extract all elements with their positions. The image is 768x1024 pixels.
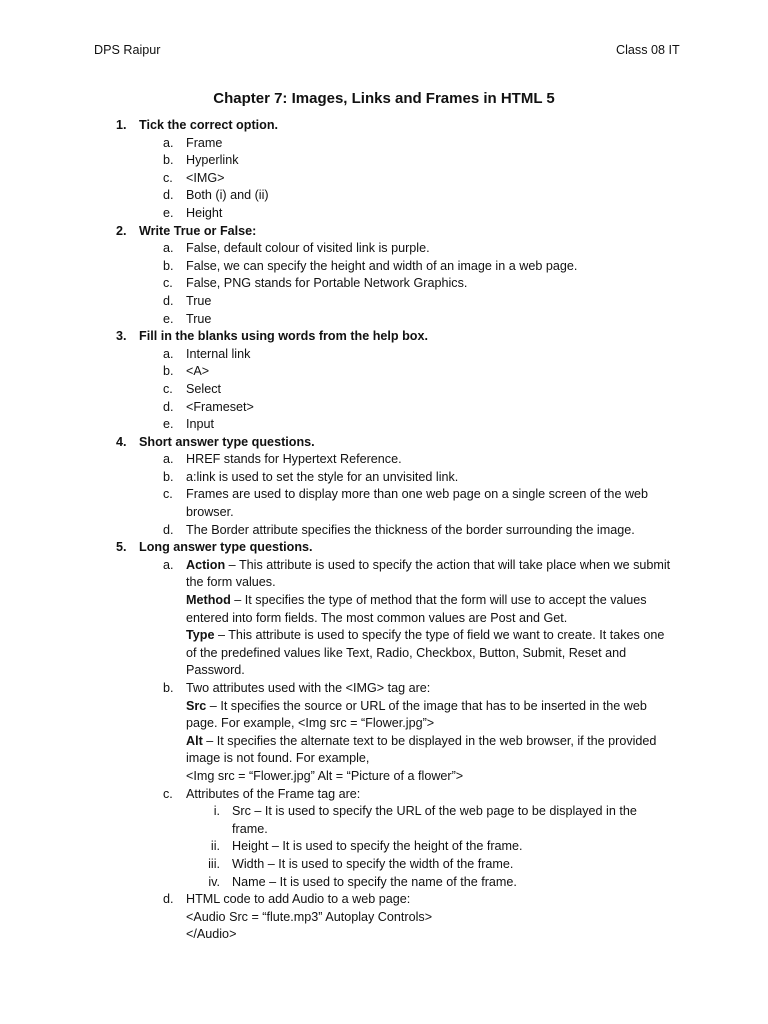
list-item (0, 522, 768, 540)
item-letter: e. (163, 417, 174, 432)
item-text: a:link is used to set the style for an unvisited link. (186, 469, 459, 484)
sub-list-item (0, 874, 768, 892)
item-letter: d. (163, 522, 174, 537)
list-item (0, 346, 768, 364)
list-item (0, 187, 768, 205)
item-letter: a. (163, 452, 174, 467)
item-letter: a. (163, 135, 174, 150)
item-letter: d. (163, 293, 174, 308)
sub-list-item (0, 803, 768, 838)
item-letter: b. (163, 469, 174, 484)
term-method: Method (186, 593, 231, 608)
question-number: 5. (116, 540, 127, 555)
item-letter: a. (163, 346, 174, 361)
term-description: – This attribute is used to specify the type of field we want to create. It takes one of the predefined values like Text, Radio, Checkbox, Button, Submit, Reset and Password. (186, 628, 665, 678)
item-text: <Frameset> (186, 399, 254, 414)
question-number: 4. (116, 434, 127, 449)
term-description: – It specifies the source or URL of the image that has to be inserted in the web page. For example, <Img src = “Flower.jpg”> (186, 698, 647, 731)
term-alt: Alt (186, 733, 203, 748)
question-number: 3. (116, 329, 127, 344)
question-text: Write True or False: (139, 223, 257, 238)
term-src: Src (186, 698, 207, 713)
list-item (0, 381, 768, 399)
roman-numeral: ii. (210, 839, 220, 854)
sub-list-item (0, 838, 768, 856)
item-text: True (186, 293, 212, 308)
item-text: False, we can specify the height and width of an image in a web page. (186, 258, 578, 273)
item-letter: b. (163, 258, 174, 273)
list-item (0, 399, 768, 417)
item-text: Width – It is used to specify the width of the frame. (232, 856, 514, 871)
item-letter: a. (163, 241, 174, 256)
item-text: Frame (186, 135, 223, 150)
page-title: Chapter 7: Images, Links and Frames in HTML 5 (213, 90, 555, 107)
item-letter: b. (163, 681, 174, 695)
item-text: Height (186, 205, 223, 220)
item-text: Name – It is used to specify the name of the frame. (232, 874, 517, 889)
audio-intro: HTML code to add Audio to a web page: (186, 892, 411, 907)
roman-numeral: i. (213, 804, 220, 819)
alt-paragraph (186, 733, 673, 768)
term-type: Type (186, 628, 215, 643)
list-item (0, 170, 768, 188)
item-letter: c. (163, 276, 173, 291)
question-3 (0, 328, 768, 346)
method-paragraph (186, 592, 673, 627)
action-paragraph (186, 557, 673, 592)
answer-5b (0, 680, 768, 786)
answer-5c (0, 786, 768, 804)
frame-intro: Attributes of the Frame tag are: (186, 786, 361, 801)
question-number: 1. (116, 118, 127, 132)
list-item (0, 416, 768, 434)
question-1 (0, 117, 768, 135)
audio-code-open: <Audio Src = “flute.mp3” Autoplay Controls> (186, 909, 433, 924)
item-text: The Border attribute specifies the thickness of the border surrounding the image. (186, 522, 635, 537)
item-text: Src – It is used to specify the URL of the web page to be displayed in the frame. (232, 804, 637, 836)
roman-numeral: iii. (208, 856, 220, 871)
alt-example: <Img src = “Flower.jpg” Alt = “Picture of a flower”> (186, 768, 464, 783)
term-description: – It specifies the type of method that the form will use to accept the values entered into form fields. The most common values are Post and Get. (186, 593, 647, 625)
question-2 (0, 223, 768, 241)
audio-code-close: </Audio> (186, 927, 237, 942)
list-item (0, 275, 768, 293)
list-item (0, 486, 768, 521)
question-text: Long answer type questions. (139, 540, 313, 555)
header-class: Class 08 IT (616, 43, 680, 57)
term-description: – It specifies the alternate text to be displayed in the web browser, if the provided image is not found. For example, (186, 733, 657, 766)
list-item (0, 205, 768, 223)
term-action: Action (186, 557, 226, 572)
question-4 (0, 434, 768, 452)
list-item (0, 451, 768, 469)
question-text: Short answer type questions. (139, 434, 315, 449)
item-text: Frames are used to display more than one web page on a single screen of the web browser. (186, 487, 649, 520)
item-letter: d. (163, 399, 174, 414)
header-school: DPS Raipur (94, 43, 161, 57)
item-letter: d. (163, 892, 174, 907)
item-text: Input (186, 417, 215, 432)
question-5 (0, 539, 768, 557)
item-letter: a. (163, 557, 174, 572)
list-item (0, 363, 768, 381)
item-letter: c. (163, 381, 173, 396)
sub-list-item (0, 856, 768, 874)
roman-numeral: iv. (208, 874, 220, 889)
item-letter: d. (163, 188, 174, 203)
answer-5d (0, 891, 768, 944)
answer-list (0, 117, 768, 944)
img-intro: Two attributes used with the <IMG> tag are: (186, 681, 431, 695)
item-text: False, PNG stands for Portable Network Graphics. (186, 276, 468, 291)
src-paragraph (186, 698, 673, 733)
item-letter: c. (163, 786, 173, 801)
item-letter: c. (163, 487, 173, 502)
list-item (0, 311, 768, 329)
question-text: Tick the correct option. (139, 118, 279, 132)
item-text: Both (i) and (ii) (186, 188, 269, 203)
list-item (0, 135, 768, 153)
item-text: True (186, 311, 212, 326)
item-letter: b. (163, 153, 174, 168)
item-letter: e. (163, 205, 174, 220)
list-item (0, 258, 768, 276)
item-letter: b. (163, 364, 174, 379)
list-item (0, 293, 768, 311)
answer-5a (0, 557, 768, 680)
item-text: False, default colour of visited link is purple. (186, 241, 430, 256)
item-text: HREF stands for Hypertext Reference. (186, 452, 402, 467)
question-text: Fill in the blanks using words from the help box. (139, 329, 428, 344)
item-letter: c. (163, 170, 173, 185)
item-text: <IMG> (186, 170, 225, 185)
type-paragraph (186, 627, 673, 680)
list-item (0, 152, 768, 170)
list-item (0, 469, 768, 487)
item-text: Select (186, 381, 222, 396)
item-text: Height – It is used to specify the height of the frame. (232, 839, 523, 854)
item-letter: e. (163, 311, 174, 326)
item-text: <A> (186, 364, 210, 379)
question-number: 2. (116, 223, 127, 238)
term-description: – This attribute is used to specify the action that will take place when we submit the form values. (186, 557, 671, 590)
item-text: Hyperlink (186, 153, 239, 168)
list-item (0, 240, 768, 258)
item-text: Internal link (186, 346, 251, 361)
